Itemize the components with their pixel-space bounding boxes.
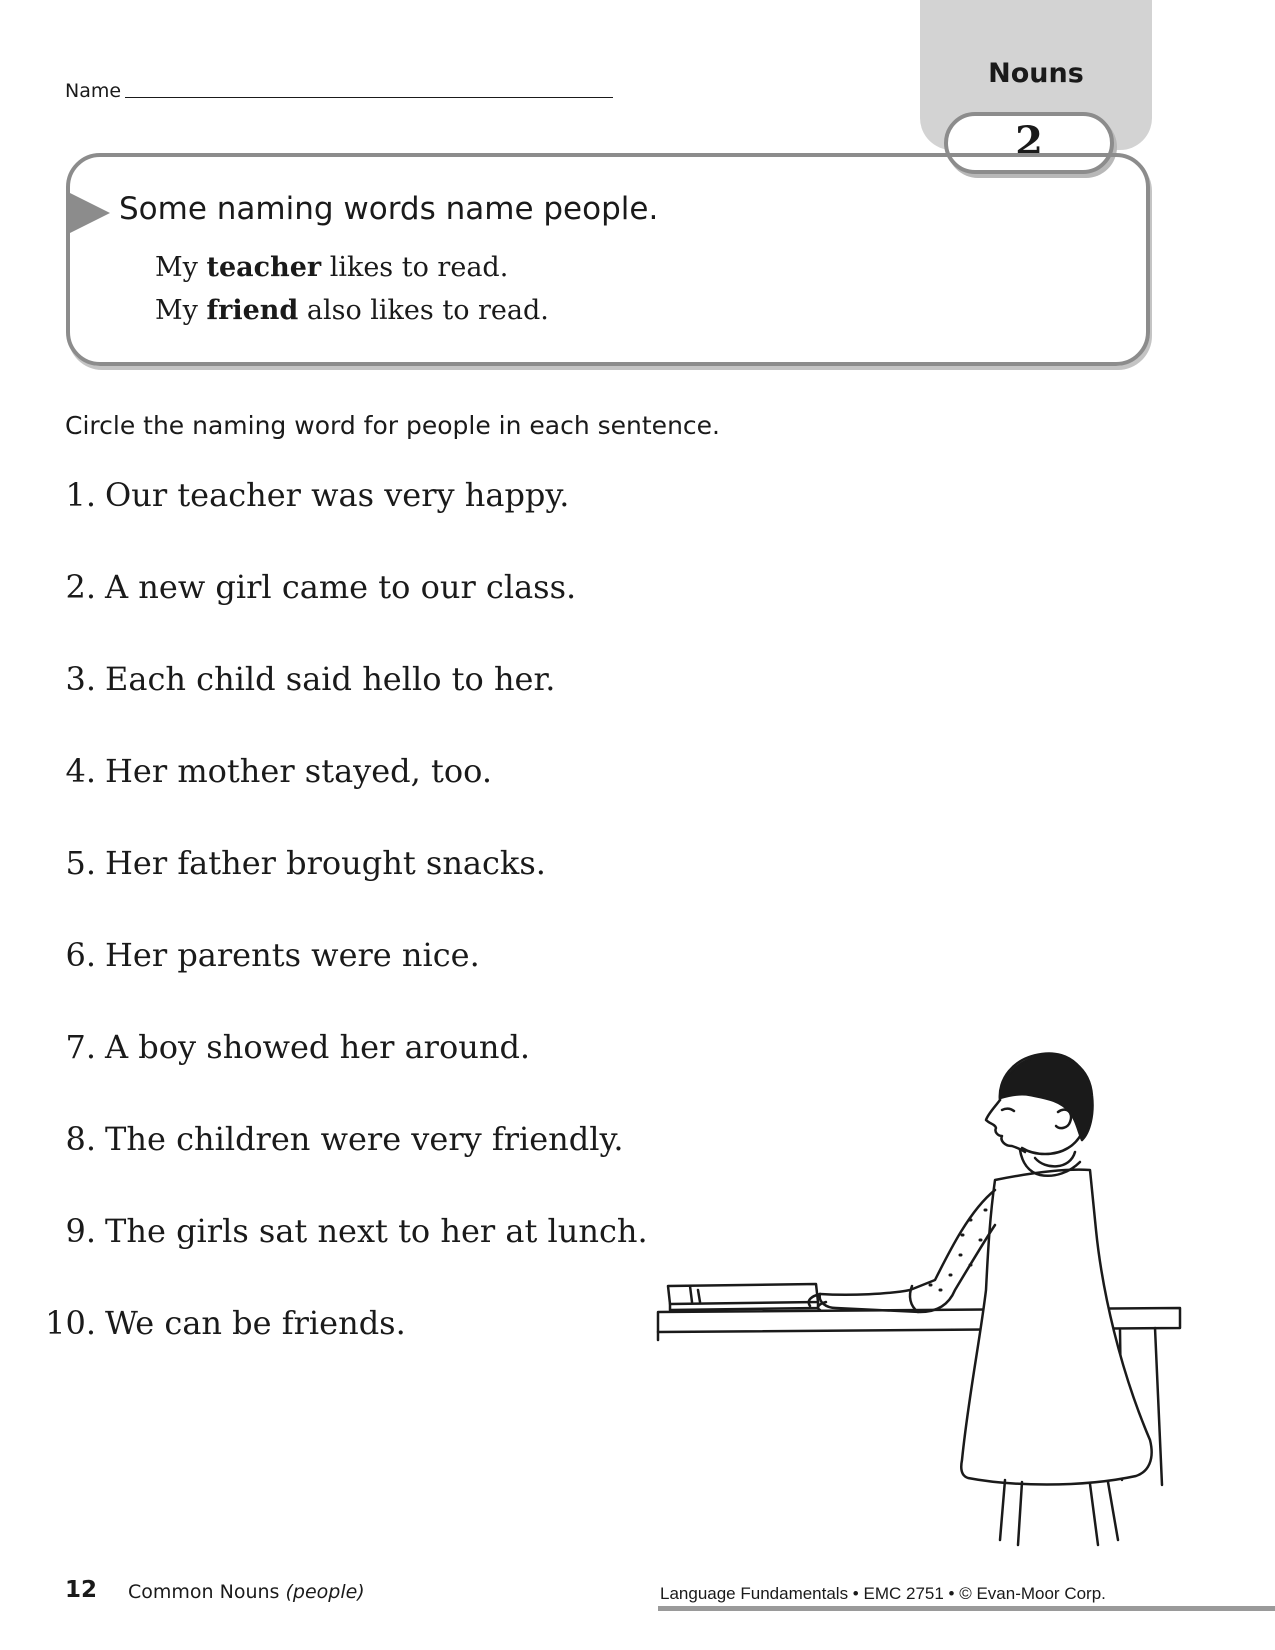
item-number: 8. [65,1120,96,1158]
exercise-item[interactable] [44,660,555,698]
example-text: My [155,295,207,326]
exercise-item[interactable] [44,936,480,974]
rule-heading: Some naming words name people. [119,191,659,227]
footer-credit: Language Fundamentals • EMC 2751 • © Evan-Moor Corp. [660,1584,1106,1603]
example-sentence [155,252,508,283]
exercise-item[interactable] [44,568,576,606]
item-sentence[interactable]: A new girl came to our class. [105,568,577,606]
item-sentence[interactable]: Each child said hello to her. [105,660,556,698]
item-number: 5. [65,844,96,882]
example-noun: friend [206,295,299,326]
name-label: Name [65,80,122,102]
lesson-number: 2 [1015,118,1043,165]
exercise-item[interactable] [44,844,546,882]
item-sentence[interactable]: We can be friends. [105,1304,406,1342]
item-number: 10. [45,1304,96,1342]
example-sentence [155,295,549,326]
item-number: 4. [65,752,96,790]
item-sentence[interactable]: The girls sat next to her at lunch. [105,1212,648,1250]
exercise-item[interactable] [44,1304,406,1342]
exercise-item[interactable] [44,1120,624,1158]
footer-topic-qualifier: (people) [285,1581,365,1603]
item-sentence[interactable]: Her parents were nice. [105,936,480,974]
footer-bar [658,1606,1275,1611]
pointer-arrow-icon [70,193,110,233]
example-text: likes to read. [321,252,509,283]
item-number: 9. [65,1212,96,1250]
item-number: 1. [65,476,96,514]
exercise-item[interactable] [44,476,569,514]
page-number: 12 [65,1577,98,1603]
footer-topic-text: Common Nouns [128,1581,280,1603]
item-number: 3. [65,660,96,698]
exercise-item[interactable] [44,752,492,790]
example-text: also likes to read. [298,295,549,326]
name-line[interactable] [125,97,613,98]
item-number: 6. [65,936,96,974]
footer-topic [128,1581,365,1603]
item-sentence[interactable]: Her mother stayed, too. [105,752,492,790]
item-number: 2. [65,568,96,606]
example-noun: teacher [206,252,322,283]
item-number: 7. [65,1028,96,1066]
item-sentence[interactable]: The children were very friendly. [105,1120,624,1158]
exercise-item[interactable] [44,1028,530,1066]
exercise-item[interactable] [44,1212,648,1250]
item-sentence[interactable]: Her father brought snacks. [105,844,546,882]
topic-title: Nouns [988,58,1084,89]
instructions: Circle the naming word for people in each sentence. [65,411,720,440]
item-sentence[interactable]: Our teacher was very happy. [105,476,570,514]
example-text: My [155,252,207,283]
girl-at-desk-illustration [650,1040,1195,1560]
item-sentence[interactable]: A boy showed her around. [105,1028,531,1066]
